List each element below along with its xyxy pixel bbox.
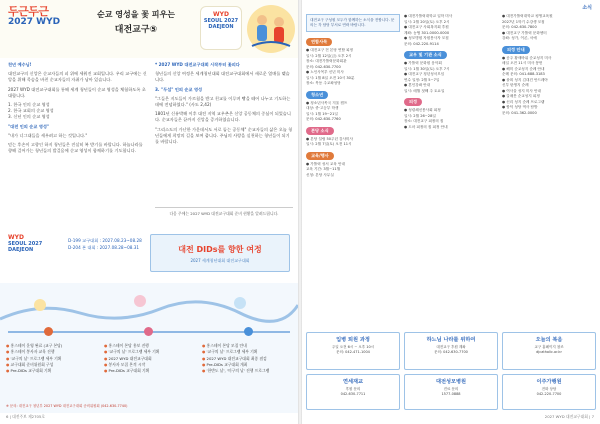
list-item: 1. 한국 인의 순교 영성 [8, 102, 50, 108]
badge-line-b: SEOUL 2027 [203, 18, 239, 24]
news-line: 2027년 1학기 수강생 모집 [502, 19, 545, 24]
timeline-section [0, 283, 298, 413]
timeline-dot [144, 327, 153, 336]
news-line: ● 공주 황새바위 순교성지 미사 [502, 55, 552, 60]
page-subtitle: 대전교구⑤ [114, 25, 158, 35]
timeline-item: ● 교구대회 준비위원회 구성 [6, 362, 98, 368]
news-line: ● 성모병원 자원봉사자 모집 [404, 36, 449, 40]
article-column-2 [155, 62, 293, 148]
page-number-right: 2027 WYD 대전교구대회 | 7 [544, 414, 594, 419]
news-line: 순례 문의: 041-688-3183 [502, 72, 545, 76]
timeline-item: ● 2027 WYD 대전교구대회 최종 점검 [202, 356, 294, 362]
timeline-dot [244, 327, 253, 336]
info-box-line: 주일 오전 6시 ~ 오후 10시 [331, 345, 375, 349]
wyd-countdown-block [0, 232, 298, 278]
section-label: 피정 [404, 98, 422, 106]
info-box-title: 연세재교 [342, 379, 364, 385]
news-line: 문의: 042-630-7760 [306, 117, 341, 122]
section-label: 청소년 [306, 91, 328, 99]
news-line: ● 합덕 성당 역사 탐방 [502, 105, 538, 109]
news-line: 문의: 042-220-9114 [404, 41, 439, 46]
news-column-2 [404, 14, 498, 130]
news-line: 일시: 2월 12일(금) 오후 2시 [306, 53, 352, 58]
paragraph: "그리스도의 가난한 가운데서도 서로 돕는 공동체" 순교자들의 삶은 오늘 청년들에게 희망의 길을 보여 줍니다. 주님의 사랑을 실천하는 청년들이 되기를 바랍니다. [155, 126, 293, 145]
news-line: ● 여사울 성지 미사 안내 [502, 88, 541, 93]
info-box-title: 대전성모병원 [435, 379, 467, 385]
info-box-title: 입병 퇴원 과정 [336, 337, 370, 343]
news-line: 문의: 042-630-7700 [306, 64, 341, 69]
news-line: 일시: 1월 8일 오전 10시 30분 [306, 75, 355, 80]
badge-line-a: WYD [213, 11, 229, 18]
section-label: 교육/행사 [306, 152, 334, 160]
news-line: ● 성령쇄신봉사회 피정 [404, 108, 441, 112]
news-column-3 [502, 14, 596, 116]
wyd-logo [8, 6, 66, 27]
journey-title: 대전 DIDs를 향한 여정 [178, 245, 262, 254]
news-line: ● 갈매못 순교성지 피정 [502, 94, 540, 98]
timeline-item: ● Pre-DIDs 교구대회 기획 [104, 368, 196, 374]
logo-top-text: 두근두근 [8, 5, 49, 18]
timeline-item: ● Pre-DIDs 교구대회 개최 [202, 362, 294, 368]
info-box-line: djcatholic.or.kr [536, 350, 562, 354]
info-box-line: 042-630-7711 [340, 392, 366, 396]
section-label: 피정 안내 [502, 46, 530, 54]
logo-bottom-text: 2027 WYD [8, 17, 61, 27]
page-title: 순교 영성을 꽃 피우는 [97, 10, 175, 19]
badge-line-c: DAEJEON [208, 24, 234, 30]
news-line: ● 대전가톨릭대학교 평생교육원 [502, 14, 553, 18]
timeline-column-3 [202, 343, 294, 374]
section-label: 본당 소식 [306, 127, 334, 135]
left-page [0, 0, 298, 424]
news-line: 교육 기간: 3월~11월 [306, 167, 341, 172]
news-column-1 [306, 14, 400, 178]
wyd-small-a: WYD [8, 234, 24, 241]
timeline-dot [44, 327, 53, 336]
news-line: ● 가톨릭 성서 교육 안내 [306, 161, 345, 166]
news-line: 강좌: 성가, 이콘, 서예 [502, 36, 537, 40]
paragraph: 2027 WYD 대전교구대회를 통해 세계 청년들이 순교 영성을 체험하도록 초대합니다. [8, 86, 146, 98]
journey-subtitle: 2027 세계청년대회 대전교구대회 [190, 258, 250, 263]
news-line: 일시: 매월 첫째 주 토요일 [404, 88, 445, 93]
timeline-item: ● 봉사자 모집 본격 시작 [104, 362, 196, 368]
info-box-line: 진료 문의 [443, 387, 459, 391]
news-line: 장소: 대전교구 피정의 집 [404, 119, 444, 123]
hero-banner [0, 0, 298, 58]
timeline-column-1 [6, 343, 98, 374]
section-heading: * 2027 WYD 대전교구대회 시작부터 꽃피다 [155, 62, 240, 67]
paragraph: 대전교구의 신앙은 순교자들의 피 위에 세워진 교회입니다. 우리 교구에는 신앙을 위해 목숨을 바친 순교자들의 자취가 남아 있습니다. [8, 71, 147, 83]
section-label: 연합사목 [306, 38, 332, 46]
news-line: ● 도마 피정의 집 피정 안내 [404, 124, 448, 129]
news-line: ● 대전가톨릭대학교 입학 미사 [404, 14, 453, 18]
info-box [404, 374, 498, 410]
news-line: 장소: 목동 주교좌성당 [306, 81, 341, 86]
timeline-item: ● 홍스테이 본당 모집 안내 [202, 343, 294, 349]
timeline-item: ● '한반도 날', '미구의 날' 진행 프로그램 [202, 368, 294, 374]
journey-banner [150, 234, 290, 272]
next-week-note: 다음 주에는 2027 WYD 대전교구대회 준비 현황을 알려드립니다. [155, 207, 293, 225]
news-line: ● 노인사목부 신년 미사 [306, 70, 344, 75]
news-line: 매일 오전 11시 미사 봉헌 [502, 61, 543, 65]
quote: "내가 너그대들을 세우려고 하는 것입니다." [8, 132, 88, 138]
dday-item: D-204 본 대회 : 2027.08.28~08.31 [68, 244, 140, 250]
news-line: 일시: 2월 26~28일 [404, 113, 436, 118]
page-number-left: 6 | 대전주보 제2705호 [6, 414, 45, 419]
timeline-item: ● '교구의 날' 프로그램 세부 기획 [6, 356, 98, 362]
info-box [306, 332, 400, 370]
news-line: 문의: 041-362-0000 [502, 110, 537, 115]
news-line: 문의: 042-630-7800 [502, 25, 537, 29]
hero-title-box [76, 10, 196, 35]
list-item: 3. 신년 인의 순교 영성 [8, 114, 50, 120]
news-line: 계좌: 농협 301-0000-0000 [404, 30, 450, 35]
timeline-item: ● '교구의 날' 프로그램 세부 기획 [104, 349, 196, 355]
info-box-title: 오늘의 복음 [535, 337, 563, 343]
timeline-column-2 [104, 343, 196, 374]
article-column-1 [8, 62, 148, 157]
news-line: 장소: 대전가톨릭문화회관 [306, 59, 347, 64]
news-line: 일시: 1월 19~21일 [306, 111, 338, 116]
paragraph: 청년들의 신앙 여정은 세계청년대회 대전교구대회에서 새로운 열매를 맺습니다. [155, 71, 290, 83]
timeline-item: ● 홍스테이 운영 완료 (교구 본당) [6, 343, 98, 349]
wyd-small-c: DAEJEON [8, 247, 34, 253]
news-line: ● 신리 성지 순례 프로그램 [502, 99, 545, 104]
section-heading: 3. "두섬" 인의 순교 영성 [155, 86, 203, 92]
timeline-item: ● Pre-DIDs 교구대회 기획 [6, 368, 98, 374]
list-item: 2. 한국 교회의 순교 영성 [8, 108, 54, 114]
info-box [404, 332, 498, 370]
greeting: 천년 예수님! [8, 62, 32, 67]
timeline-illustration [0, 283, 298, 327]
info-box-line: 1577-0888 [441, 392, 461, 396]
dday-list [68, 238, 142, 251]
news-line: 대상: 중·고등부 학생 [306, 106, 339, 111]
info-box-line: 문의: 042-630-7700 [434, 350, 468, 354]
news-header: 소식 [582, 5, 592, 11]
timeline-item: ● 2027 WYD 대전교구대회 [104, 356, 196, 362]
news-line: 일시: 2월 7일(토) 오전 11시 [306, 142, 352, 147]
paragraph: 1801년 신유박해 이후 대전 지역 교우촌은 신앙 공동체의 중심이 되었습니다. 순교자들은 끝까지 신앙을 증거하였습니다. [155, 111, 291, 123]
news-line: ● 대전교구 청년성서모임 [404, 72, 445, 76]
news-line: ● 해미 순교성지 순례 안내 [502, 66, 545, 71]
info-box [306, 374, 400, 410]
timeline-item: ● 홍스테이 본당 홍보 진행 [104, 343, 196, 349]
timeline-item: ● 홍스테이 봉사자 교육 진행 [6, 349, 98, 355]
info-box [502, 374, 596, 410]
news-line: 일시: 2월 20일(토) 오후 2시 [404, 19, 450, 24]
news-line: ● 청소년사목국 겨울 캠프 [306, 100, 348, 105]
section-heading: "대전 인의 순교 영성" [8, 123, 50, 129]
right-page [302, 0, 600, 424]
timeline-item: ● '교구의 날' 프로그램 세부 기획 [202, 349, 294, 355]
info-boxes [306, 332, 596, 414]
info-box-line: 042-220-7700 [536, 392, 562, 396]
wyd-logo-small [8, 234, 52, 253]
news-intro: 대전교구 구성원 모두가 함께하는 소식을 전합니다. 문의는 각 담당 부서로 연락 바랍니다. [306, 14, 400, 32]
info-box [502, 332, 596, 370]
info-box-line: 후원 문의 [345, 387, 361, 391]
wyd-small-b: SEOUL 2027 [8, 241, 43, 247]
info-box-line: 전화 상담 [541, 387, 557, 391]
info-box-line: 대전교구 후원 계좌 [436, 345, 466, 349]
news-line: ● 대전교구 사회복지회 후원 [404, 25, 449, 29]
news-line: ● 대전교구 가톨릭 문화센터 [502, 30, 547, 35]
news-line: 일시: 1월 30일(토) 오후 7시 [404, 66, 450, 71]
news-line: ● 본당 설립 50주년 감사미사 [306, 136, 353, 141]
info-box-title: 하느님 나라를 위하여 [426, 337, 476, 343]
section-label: 교우 및 기관 소식 [404, 51, 447, 59]
news-line: ● 혼인강좌 안내 [404, 83, 431, 87]
paragraph: 믿는 후손이 고향인 하지 청년들은 진실히 복 받기를 바랍니다. 하늘나라를 향해 걸어가는 청년들의 발걸음에 순교 영성이 함께하기를 기도합니다. [8, 142, 143, 154]
info-box-line: 문의: 042-471-1004 [336, 350, 370, 354]
pilgrims-illustration [244, 2, 298, 56]
dday-item: D-199 교구대회 : 2027.08.23~08.28 [68, 238, 142, 243]
info-box-title: 이주가행원 [536, 379, 562, 385]
news-line: ● 솔뫼 성지 김대건 안드레아 [502, 77, 548, 82]
wyd-badge [200, 6, 242, 50]
news-line: ● 대전교구 전 본당 연합 피정 [306, 48, 354, 53]
quote: "그들은 지도들이 가르침을 받고 친교를 이루며 빵을 떼어 나누고 기도하는 데에 전념하였다." (사도 2,42) [155, 95, 291, 108]
timeline-footnote: ※ 문의: 대전교구 청년부 2027 WYD 대전교구대회 준비위원회 (042-630-7740) [6, 404, 128, 408]
news-line: 신청: 본당 사무실 [306, 172, 334, 177]
news-line: 신부 탄생지 순례 [502, 83, 529, 87]
news-line: ● 가톨릭 문화원 음악회 [404, 61, 442, 65]
news-line: 연수 일정: 2월 5~7일 [404, 77, 440, 82]
info-box-line: 교구 홈페이지 참조 [534, 345, 564, 349]
